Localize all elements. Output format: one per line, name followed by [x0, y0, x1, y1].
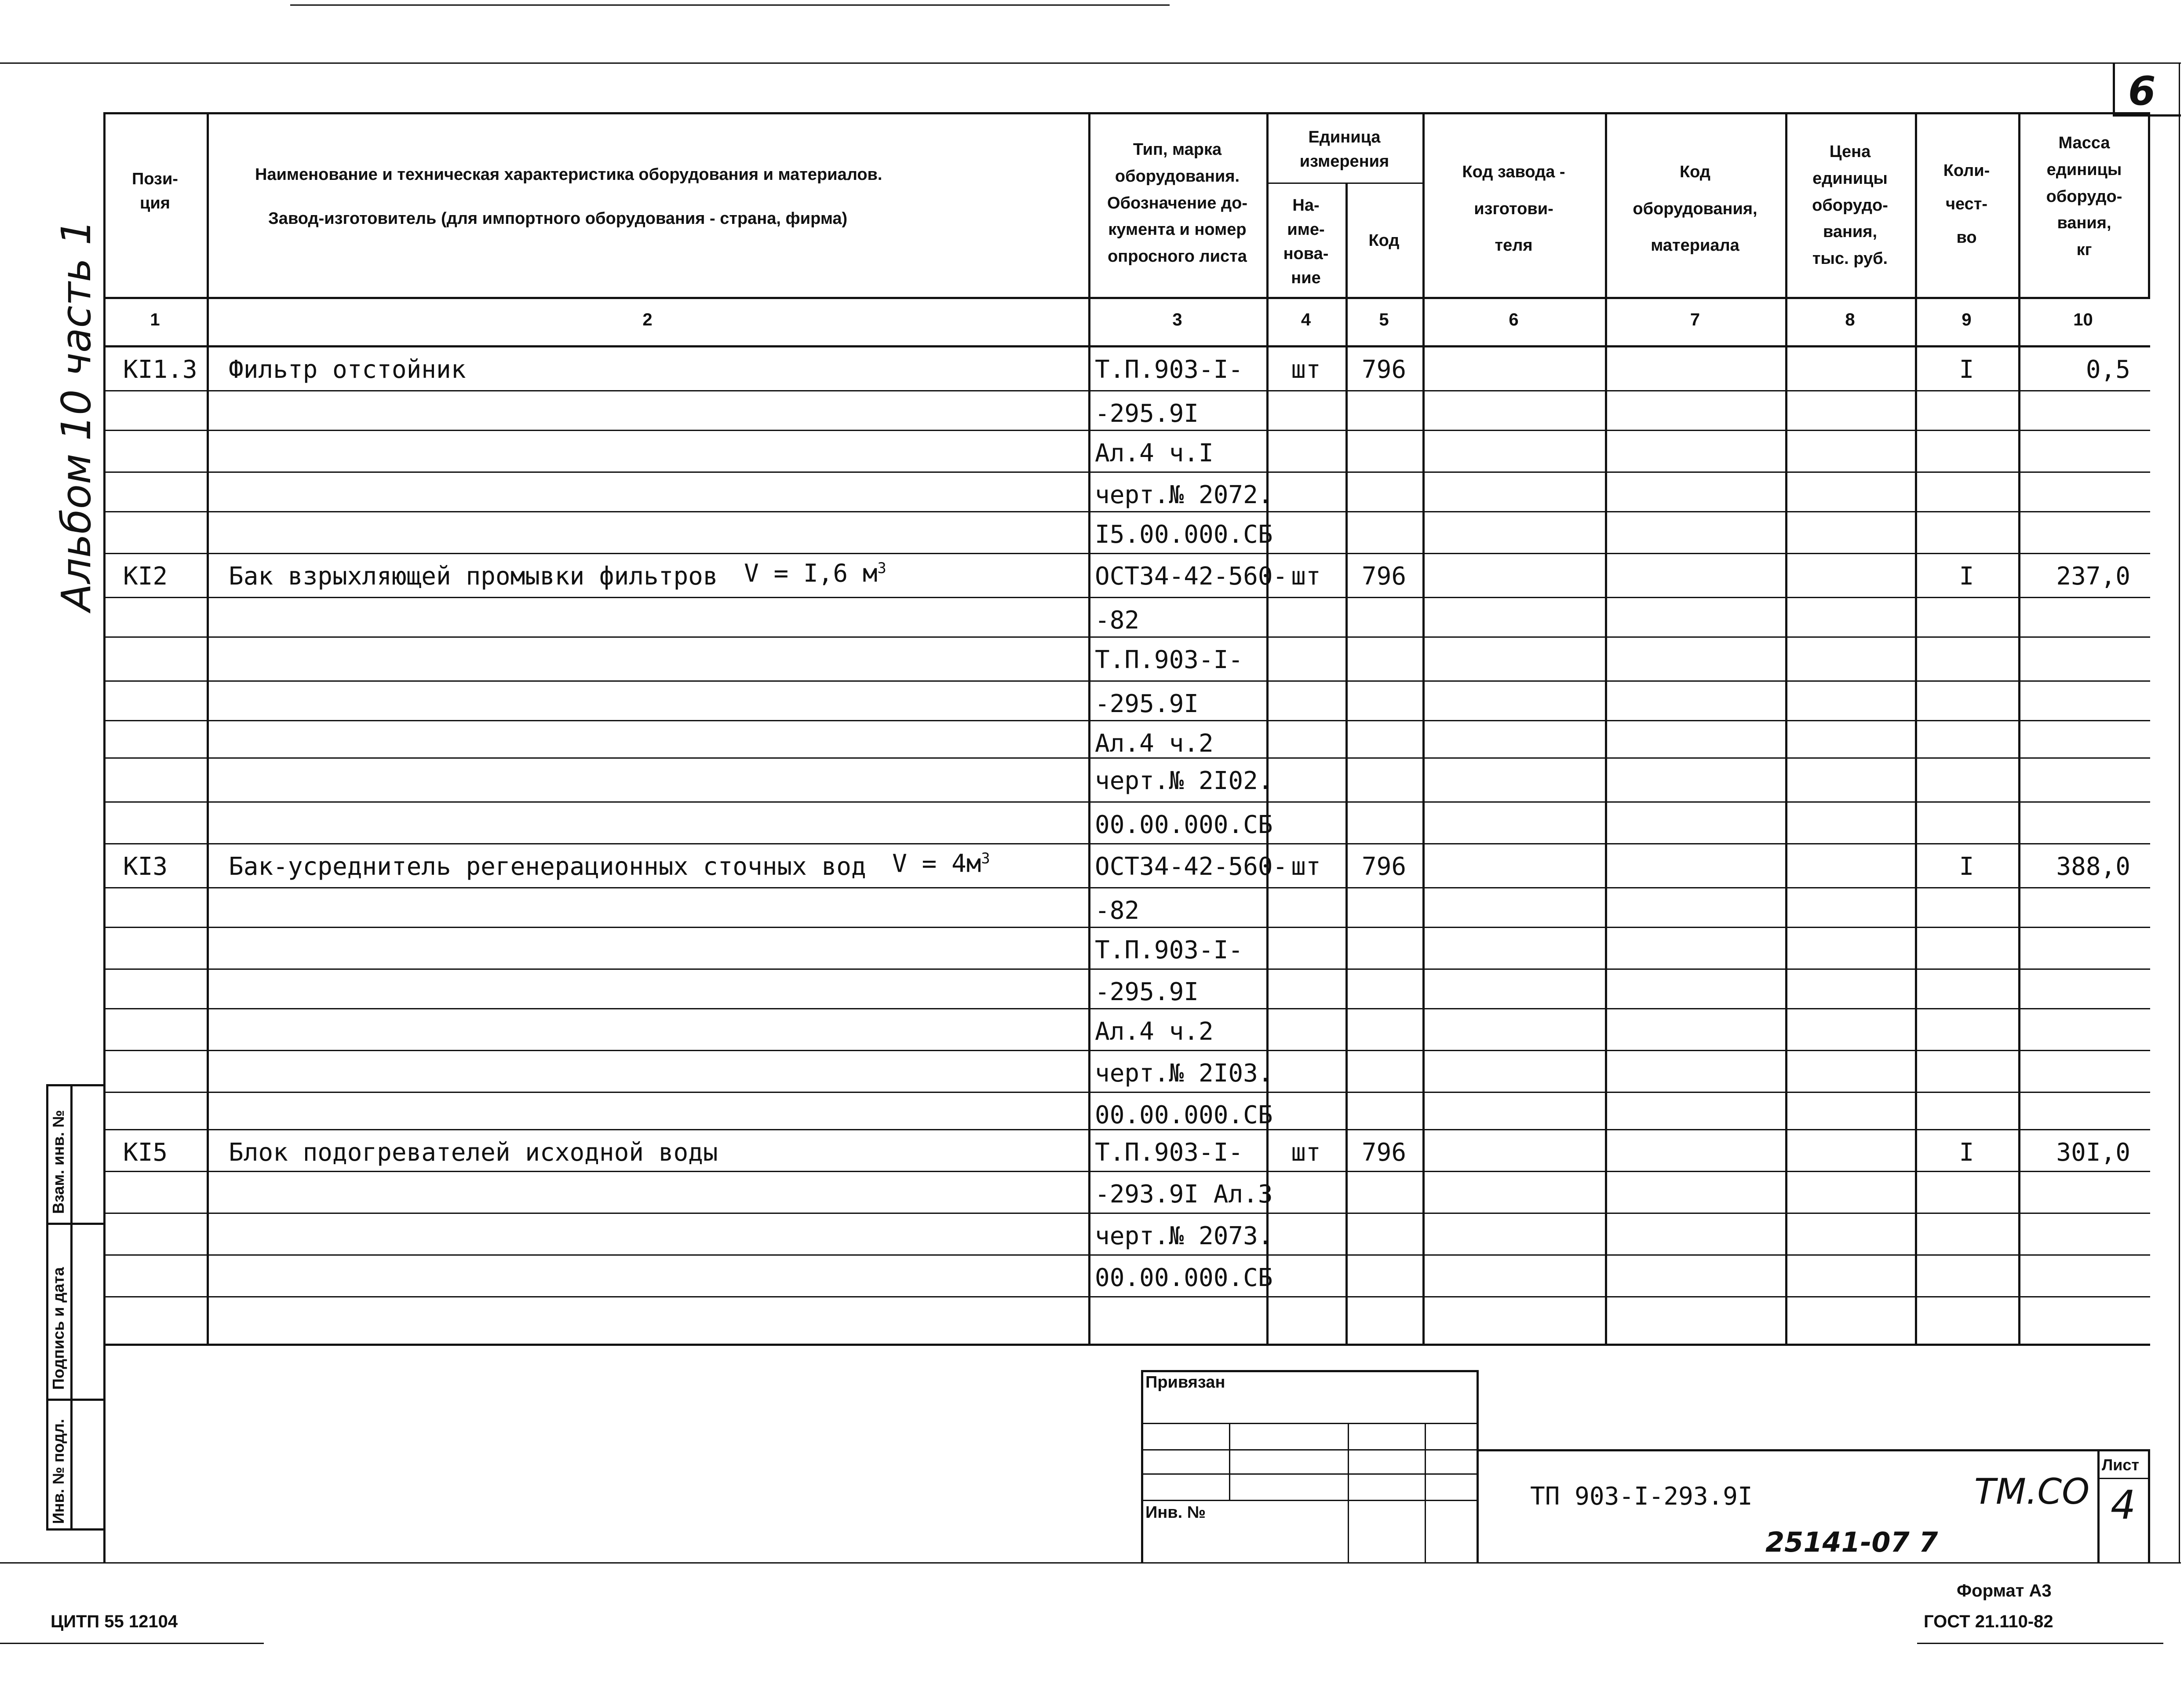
title-row-top — [1477, 1449, 2150, 1451]
sheet-label: Лист — [2102, 1456, 2140, 1474]
row-document: -293.9I Ал.3 — [1095, 1180, 1273, 1209]
row-formula — [892, 851, 990, 877]
document-code: ТП 903-I-293.9I — [1530, 1482, 1753, 1511]
side-vzam-label: Взам. инв. № — [49, 1110, 67, 1214]
row-unit-code: 796 — [1361, 852, 1407, 881]
column-number-8: 8 — [1845, 310, 1855, 329]
header-unit-code: Код — [1368, 231, 1400, 250]
colnum-bottom-border — [103, 345, 2150, 347]
sheet-box-left — [2097, 1449, 2100, 1564]
row-name: Фильтр отстойник — [229, 355, 466, 384]
row-position: КI3 — [123, 852, 168, 881]
privyazan-row3 — [1141, 1473, 1477, 1475]
table-bottom-border — [103, 1344, 2150, 1346]
sheet-number: 4 — [2111, 1482, 2136, 1528]
row-divider — [103, 1213, 2150, 1214]
privyazan-col2 — [1348, 1423, 1349, 1564]
privyazan-top — [1141, 1370, 1477, 1372]
row-divider — [103, 1254, 2150, 1256]
row-quantity: I — [1959, 355, 1974, 384]
row-document: Ал.4 ч.I — [1095, 439, 1214, 468]
table-top-border — [103, 112, 2150, 114]
row-divider — [103, 1008, 2150, 1009]
privyazan-right — [1477, 1370, 1479, 1564]
row-divider — [103, 757, 2150, 759]
row-divider — [103, 430, 2150, 431]
col-divider-7 — [1785, 112, 1787, 1344]
header-quantity: Коли- чест- во — [1943, 161, 1990, 247]
row-divider — [103, 968, 2150, 970]
col-divider-6 — [1605, 112, 1607, 1344]
row-divider — [103, 636, 2150, 638]
row-formula-text: V = 4м — [892, 849, 981, 878]
privyazan-left — [1141, 1370, 1143, 1564]
row-divider — [103, 1050, 2150, 1051]
row-document: ОСТ34-42-560- — [1095, 562, 1288, 591]
header-unit-group: Единица измерения — [1299, 128, 1389, 171]
row-document: -295.9I — [1095, 690, 1199, 718]
row-divider — [103, 390, 2150, 391]
row-position: КI5 — [123, 1138, 168, 1167]
row-document: -82 — [1095, 896, 1140, 925]
column-number-2: 2 — [642, 310, 653, 329]
column-number-5: 5 — [1379, 310, 1389, 329]
row-divider — [103, 1129, 2150, 1130]
footer-citp-code: ЦИТП 55 12104 — [51, 1612, 178, 1631]
privyazan-row4 — [1141, 1500, 1477, 1501]
row-formula-text: V = I,6 м — [744, 559, 878, 588]
privyazan-row2 — [1141, 1449, 1477, 1451]
row-unit: шт — [1291, 852, 1321, 881]
row-formula-exponent: 3 — [877, 559, 886, 577]
row-divider — [103, 680, 2150, 682]
frame-right-line — [2179, 62, 2180, 1562]
row-unit-code: 796 — [1361, 1138, 1407, 1167]
header-unit-price: Цена единицы оборудо- вания, тыс. руб. — [1812, 142, 1888, 268]
privyazan-label: Привязан — [1145, 1373, 1225, 1392]
privyazan-row1 — [1141, 1423, 1477, 1424]
footer-gost: ГОСТ 21.110-82 — [1924, 1612, 2053, 1631]
side-stamp-div1 — [46, 1223, 106, 1225]
row-document: Т.П.903-I- — [1095, 1138, 1243, 1167]
row-divider — [103, 720, 2150, 721]
column-number-6: 6 — [1509, 310, 1519, 329]
row-document: 00.00.000.СБ — [1095, 1101, 1273, 1129]
table-right-border-top — [2148, 112, 2150, 297]
row-divider — [103, 1296, 2150, 1297]
side-stamp-mid-border — [70, 1084, 73, 1528]
col-divider-4 — [1345, 183, 1348, 1344]
side-stamp-div2 — [46, 1399, 106, 1401]
row-divider — [103, 843, 2150, 844]
row-formula-exponent: 3 — [981, 850, 990, 867]
side-podpis-label: Подпись и дата — [49, 1267, 67, 1390]
row-divider — [103, 511, 2150, 512]
row-document: Т.П.903-I- — [1095, 646, 1243, 674]
row-formula — [744, 561, 886, 586]
row-unit: шт — [1291, 355, 1321, 384]
column-number-9: 9 — [1962, 310, 1972, 329]
tm-co-mark: ТМ.СО — [1974, 1471, 2090, 1512]
archive-number: 25141-07 7 — [1765, 1526, 1938, 1558]
row-document: -295.9I — [1095, 978, 1199, 1006]
unit-group-divider — [1266, 183, 1422, 184]
sheet-box-divider — [2097, 1478, 2149, 1479]
row-name: Бак взрыхляющей промывки фильтров — [229, 562, 718, 591]
footer-format: Формат А3 — [1957, 1581, 2052, 1600]
row-divider — [103, 1092, 2150, 1093]
row-document: 00.00.000.СБ — [1095, 1264, 1273, 1292]
row-document: -82 — [1095, 606, 1140, 635]
row-quantity: I — [1959, 562, 1974, 591]
row-name: Бак-усреднитель регенерационных сточных вод — [229, 852, 866, 881]
row-mass: 237,0 — [2056, 562, 2130, 591]
header-name-line1: Наименование и техническая характеристика оборудования и материалов. — [255, 165, 882, 184]
col-divider-5 — [1422, 112, 1425, 1344]
row-divider — [103, 1171, 2150, 1172]
row-document: черт.№ 2I02. — [1095, 767, 1273, 795]
header-bottom-border — [103, 297, 2150, 299]
sheet-box-right — [2148, 1449, 2150, 1564]
row-unit-code: 796 — [1361, 355, 1407, 384]
header-position: Пози- ция — [132, 170, 178, 213]
column-number-4: 4 — [1301, 310, 1311, 329]
side-album-label: Альбом 10 часть 1 — [53, 219, 100, 611]
header-type-mark: Тип, марка оборудования. Обозначение до- кумента и номер опросного листа — [1107, 140, 1247, 266]
inv-no-label: Инв. № — [1145, 1503, 1206, 1522]
row-document: ОСТ34-42-560- — [1095, 852, 1288, 881]
header-equipment-code: Код оборудования, материала — [1633, 163, 1757, 255]
row-position: КI2 — [123, 562, 168, 591]
column-number-3: 3 — [1172, 310, 1182, 329]
side-stamp-top — [46, 1084, 106, 1086]
row-document: черт.№ 2073. — [1095, 1222, 1273, 1250]
col-divider-1 — [207, 112, 209, 1344]
column-number-10: 10 — [2073, 310, 2093, 329]
row-document: Т.П.903-I- — [1095, 355, 1243, 384]
row-document: черт.№ 2072. — [1095, 481, 1273, 509]
privyazan-col3 — [1425, 1423, 1426, 1564]
frame-top-line — [0, 62, 2181, 64]
row-divider — [103, 553, 2150, 554]
row-document: -295.9I — [1095, 399, 1199, 428]
side-stamp-bottom — [46, 1528, 106, 1531]
table-left-border — [103, 112, 106, 1564]
row-quantity: I — [1959, 1138, 1974, 1167]
header-unit-mass: Масса единицы оборудо- вания, кг — [2046, 134, 2122, 259]
sheet-corner-number: 6 — [2128, 68, 2156, 114]
row-document: Ал.4 ч.2 — [1095, 729, 1214, 758]
row-name: Блок подогревателей исходной воды — [229, 1138, 718, 1167]
column-number-7: 7 — [1690, 310, 1700, 329]
header-name-line2: Завод-изготовитель (для импортного оборудования - страна, фирма) — [268, 209, 848, 228]
row-mass: 388,0 — [2056, 852, 2130, 881]
side-inv-podl-label: Инв. № подл. — [49, 1419, 67, 1524]
row-document: Ал.4 ч.2 — [1095, 1017, 1214, 1046]
row-unit-code: 796 — [1361, 562, 1407, 591]
row-document: Т.П.903-I- — [1095, 936, 1243, 965]
footer-left-rule — [0, 1643, 264, 1644]
row-divider — [103, 597, 2150, 598]
header-factory-code: Код завода - изготови- теля — [1462, 163, 1565, 255]
row-quantity: I — [1959, 852, 1974, 881]
header-unit-name: На- име- нова- ние — [1283, 196, 1329, 288]
row-unit: шт — [1291, 562, 1321, 591]
row-unit: шт — [1291, 1138, 1321, 1167]
row-position: КI1.3 — [123, 355, 197, 384]
row-document: I5.00.000.СБ — [1095, 520, 1273, 549]
row-divider — [103, 887, 2150, 888]
row-divider — [103, 927, 2150, 928]
row-divider — [103, 471, 2150, 473]
row-divider — [103, 801, 2150, 803]
row-document: 00.00.000.СБ — [1095, 811, 1273, 839]
row-document: черт.№ 2I03. — [1095, 1059, 1273, 1088]
privyazan-col1 — [1229, 1423, 1230, 1500]
row-mass: 30I,0 — [2056, 1138, 2130, 1167]
corner-box-left — [2113, 62, 2115, 115]
side-stamp-left-border — [46, 1084, 48, 1528]
row-mass: 0,5 — [2086, 355, 2130, 384]
corner-box-bottom — [2113, 114, 2181, 117]
frame-bottom-line — [0, 1562, 2181, 1564]
col-divider-2 — [1088, 112, 1090, 1344]
top-edge-line — [290, 4, 1170, 6]
column-number-1: 1 — [150, 310, 160, 329]
footer-right-rule — [1917, 1643, 2163, 1644]
